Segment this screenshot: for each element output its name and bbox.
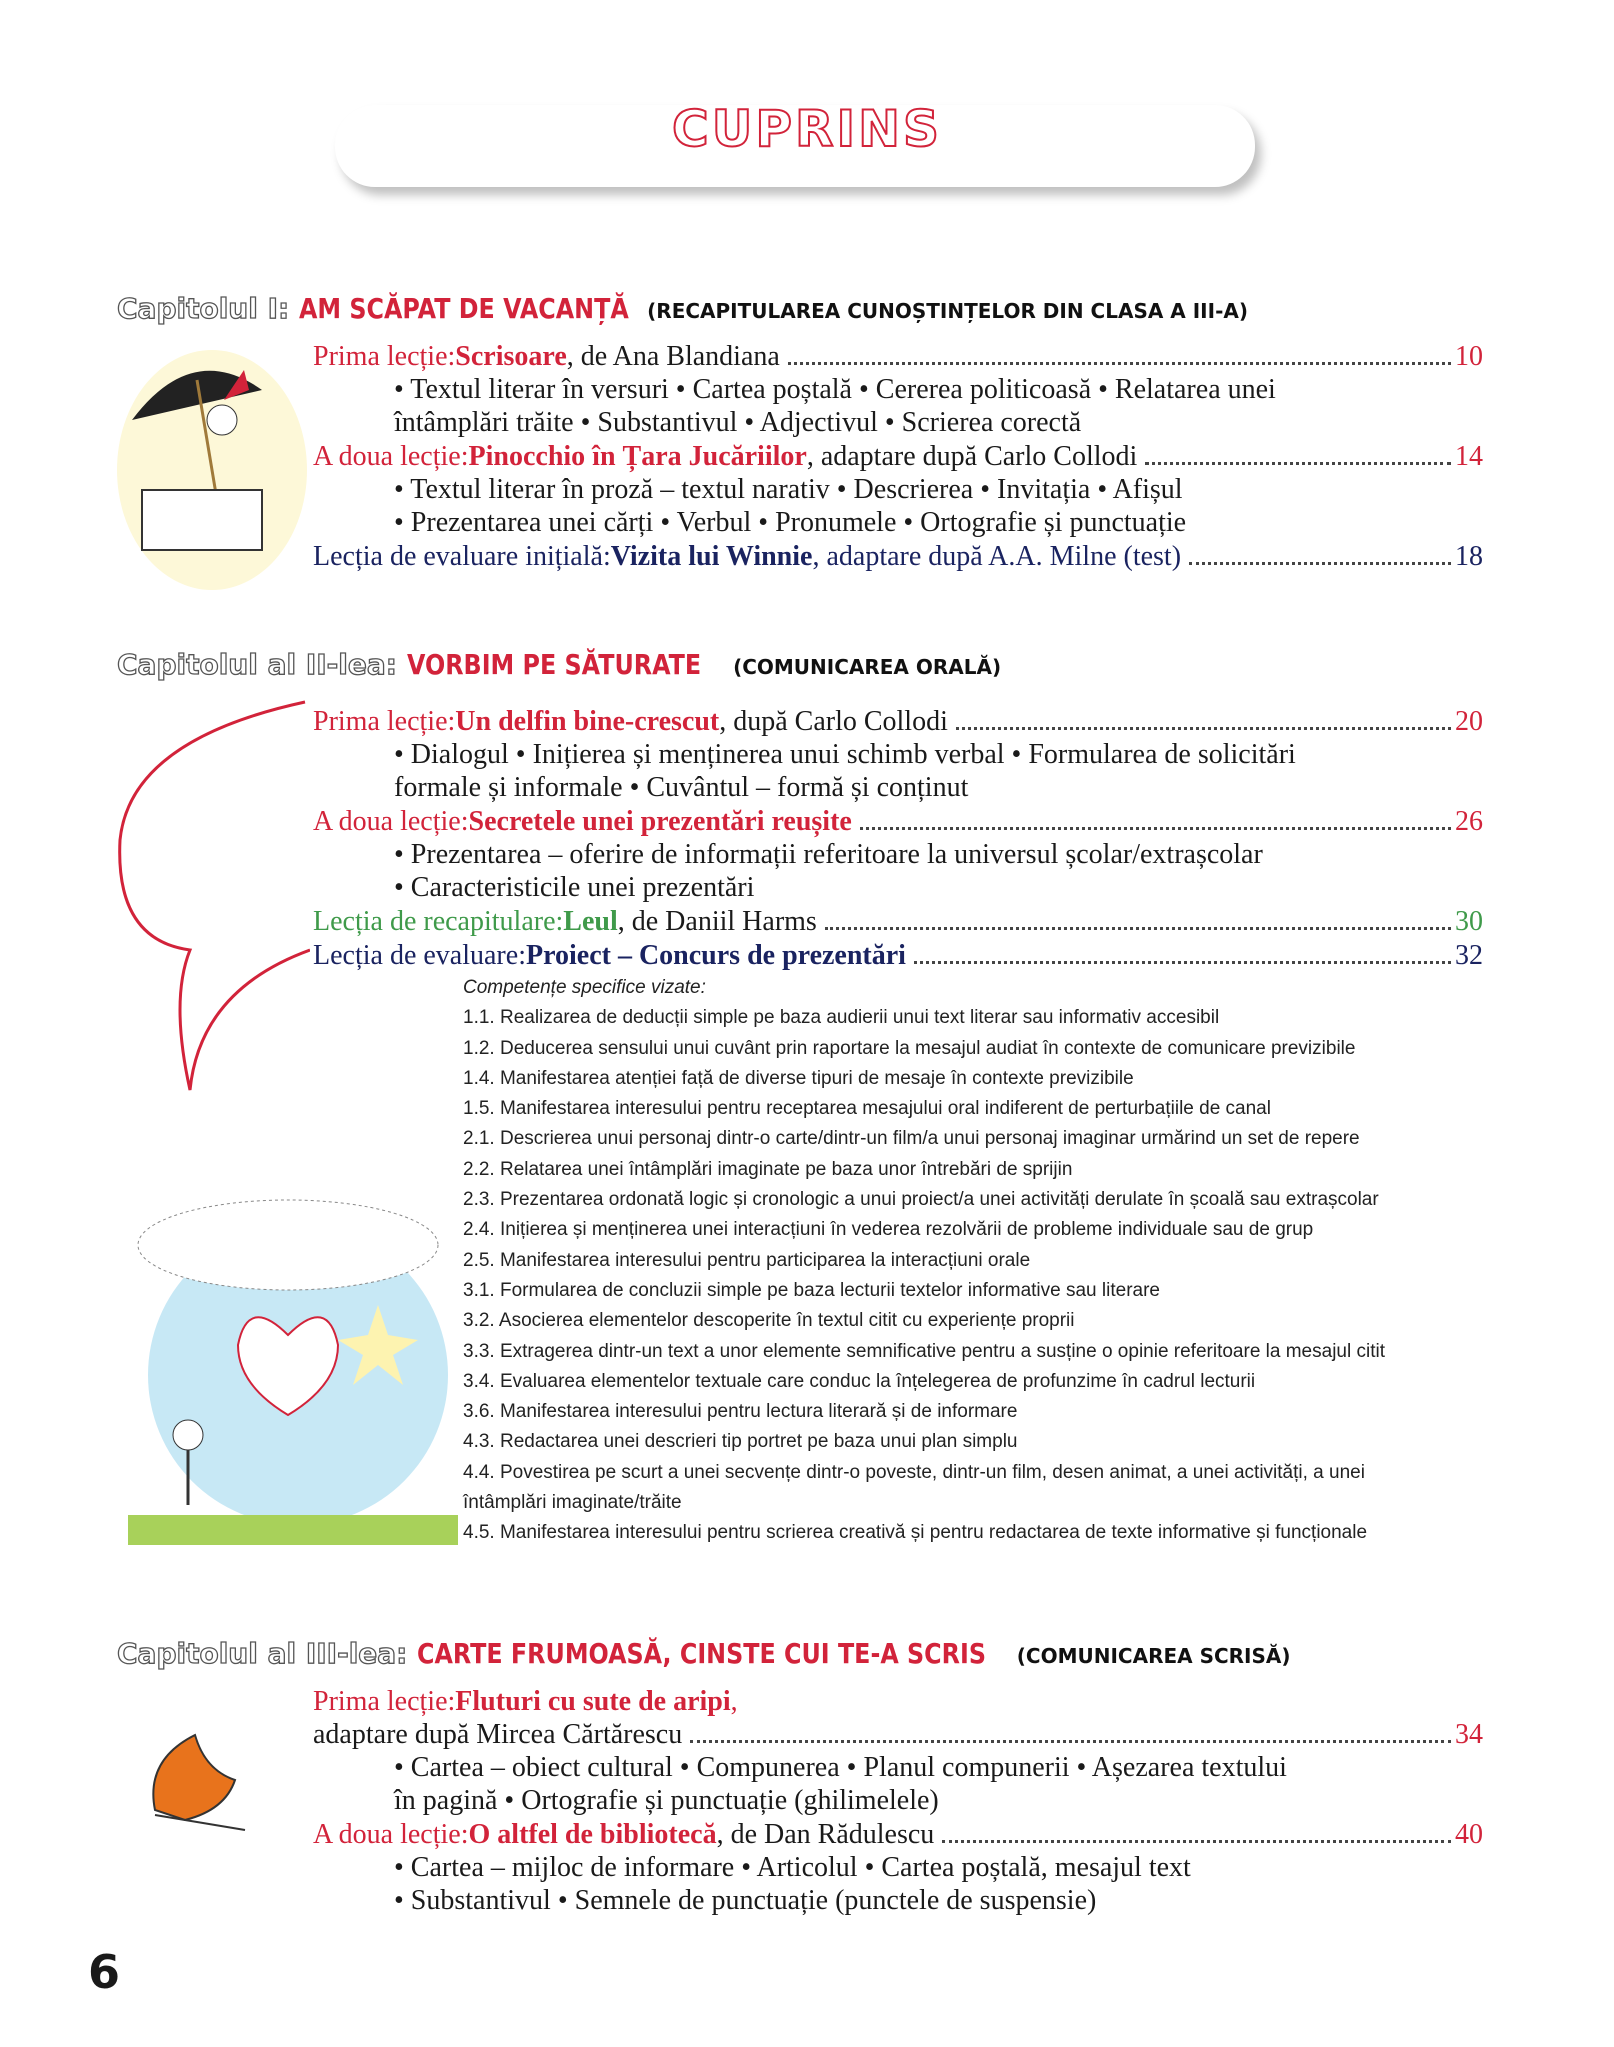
topics-line: • Caracteristicile unei prezentări (394, 872, 755, 903)
topics-line: • Textul literar în versuri • Cartea poștală • Cererea politicoasă • Relatarea unei (394, 374, 1276, 405)
topics-line: • Prezentarea unei cărți • Verbul • Pronumele • Ortografie și punctuație (394, 507, 1187, 538)
competences-header: Competențe specifice vizate: (463, 977, 706, 998)
competence-item: 1.1. Realizarea de deducții simple pe baza audierii unui text literar sau informativ accesibil (463, 1007, 1220, 1029)
competence-item: 2.4. Inițierea și menținerea unei interacțiuni în vederea rezolvării de probleme individuale sau de grup (463, 1219, 1314, 1241)
competence-item: 1.2. Deducerea sensului unui cuvânt prin raportare la mesajul audiat în contexte de comunicare previzibile (463, 1037, 1356, 1059)
chapter-2-heading (117, 648, 1001, 681)
competence-item: 3.2. Asocierea elementelor descoperite în textul citit cu experiențe proprii (463, 1310, 1075, 1332)
chapter-subtitle: (RECAPITULAREA CUNOȘTINȚELOR DIN CLASA A III-A) (647, 299, 1248, 323)
autumn-leaf-illustration (135, 1730, 255, 1840)
competence-item: 4.3. Redactarea unei descrieri tip portret pe baza unui plan simplu (463, 1431, 1018, 1453)
page-number: 34 (1455, 1719, 1483, 1750)
toc-entry[interactable]: A doua lecție: Pinocchio în Țara Jucăriilor , adaptare după Carlo Collodi 14 (313, 441, 1483, 472)
competence-item: 1.5. Manifestarea interesului pentru receptarea mesajului oral indiferent de perturbațiile de canal (463, 1098, 1271, 1120)
competence-item: 2.3. Prezentarea ordonată logic și cronologic a unui proiect/a unei activități derulate în școală sau extrașcolar (463, 1189, 1379, 1211)
topics-line: • Cartea – mijloc de informare • Articolul • Cartea poștală, mesajul text (394, 1852, 1191, 1883)
competence-item: 3.4. Evaluarea elementelor textuale care conduc la înțelegerea de profunzime în cadrul lecturii (463, 1370, 1256, 1392)
competence-item: 2.5. Manifestarea interesului pentru participarea la interacțiuni orale (463, 1249, 1031, 1271)
competence-item: 3.1. Formularea de concluzii simple pe baza lecturii textelor informative sau literare (463, 1279, 1160, 1301)
chapter-subtitle: (COMUNICAREA SCRISĂ) (1016, 1644, 1291, 1668)
competence-item: întâmplări imaginate/trăite (463, 1492, 682, 1514)
chapter-label: Capitolul al II-lea: (117, 648, 397, 681)
page-title: CUPRINS (672, 100, 942, 158)
toc-entry[interactable]: Prima lecție: Un delfin bine-crescut , după Carlo Collodi 20 (313, 706, 1483, 737)
competences-list (463, 973, 1385, 1549)
page-number: 10 (1455, 341, 1483, 372)
toc-entry[interactable]: A doua lecție: O altfel de bibliotecă , de Dan Rădulescu 40 (313, 1819, 1483, 1850)
page-number: 40 (1455, 1819, 1483, 1850)
competence-item: 4.5. Manifestarea interesului pentru scrierea creativă și pentru redactarea de texte informative și funcționale (463, 1522, 1368, 1544)
toc-entry[interactable]: Lecția de evaluare: Proiect – Concurs de prezentări 32 (313, 940, 1483, 971)
competence-item: 1.4. Manifestarea atenției față de diverse tipuri de mesaje în contexte previzibile (463, 1067, 1134, 1089)
topics-line: • Cartea – obiect cultural • Compunerea • Planul compunerii • Așezarea textului (394, 1752, 1287, 1783)
competence-item: 2.2. Relatarea unei întâmplări imaginate pe baza unor întrebări de sprijin (463, 1158, 1073, 1180)
page-number: 18 (1455, 541, 1483, 572)
competence-item: 2.1. Descrierea unui personaj dintr-o carte/dintr-un film/a unui personaj imaginar urmărind un set de repere (463, 1128, 1360, 1150)
topics-line: întâmplări trăite • Substantivul • Adjectivul • Scrierea corectă (394, 407, 1082, 438)
competence-item: 3.3. Extragerea dintr-un text a unor elemente semnificative pentru a susține o opinie referitoare la mesajul citit (463, 1340, 1385, 1362)
chapter-name: CARTE FRUMOASĂ, CINSTE CUI TE-A SCRIS (417, 1637, 987, 1670)
beach-illustration (112, 330, 312, 590)
page-number: 30 (1455, 906, 1483, 937)
chapter-3-heading (117, 1637, 1291, 1670)
speech-bubble-illustration (110, 700, 310, 1100)
chapter-subtitle: (COMUNICAREA ORALĂ) (733, 655, 1002, 679)
topics-line: în pagină • Ortografie și punctuație (ghilimelele) (394, 1785, 939, 1816)
toc-entry[interactable]: A doua lecție: Secretele unei prezentări reușite 26 (313, 806, 1483, 837)
topics-line: • Prezentarea – oferire de informații referitoare la universul școlar/extrașcolar (394, 839, 1263, 870)
topics-line: • Textul literar în proză – textul narativ • Descrierea • Invitația • Afișul (394, 474, 1183, 505)
page-number: 14 (1455, 441, 1483, 472)
topics-line: • Dialogul • Inițierea și menținerea unui schimb verbal • Formularea de solicitări (394, 739, 1296, 770)
toc-entry[interactable]: Lecția de recapitulare: Leul , de Daniil Harms 30 (313, 906, 1483, 937)
chapter-label: Capitolul al III-lea: (117, 1637, 408, 1670)
competence-item: 4.4. Povestirea pe scurt a unei secvențe dintr-o poveste, dintr-un film, desen animat, a unei activități, a unei (463, 1461, 1365, 1483)
chapter-1-heading (117, 292, 1248, 325)
toc-entry[interactable]: Lecția de evaluare inițială: Vizita lui Winnie , adaptare după A.A. Milne (test) 18 (313, 541, 1483, 572)
competence-item: 3.6. Manifestarea interesului pentru lectura literară și de informare (463, 1401, 1018, 1423)
toc-entry[interactable]: Prima lecție: Fluturi cu sute de aripi , (313, 1686, 738, 1717)
page-number: 20 (1455, 706, 1483, 737)
topics-line: • Substantivul • Semnele de punctuație (punctele de suspensie) (394, 1885, 1097, 1916)
topics-line: formale și informale • Cuvântul – formă și conținut (394, 772, 969, 803)
page-number-footer: 6 (88, 1945, 121, 1999)
chapter-name: VORBIM PE SĂTURATE (406, 648, 702, 681)
toc-entry-continued[interactable]: adaptare după Mircea Cărtărescu 34 (313, 1719, 1483, 1750)
chapter-name: AM SCĂPAT DE VACANȚĂ (299, 292, 629, 325)
balloon-illustration (128, 1185, 458, 1555)
page-number: 32 (1455, 940, 1483, 971)
toc-entry[interactable]: Prima lecție: Scrisoare , de Ana Blandiana 10 (313, 341, 1483, 372)
chapter-label: Capitolul I: (117, 292, 290, 325)
page-number: 26 (1455, 806, 1483, 837)
